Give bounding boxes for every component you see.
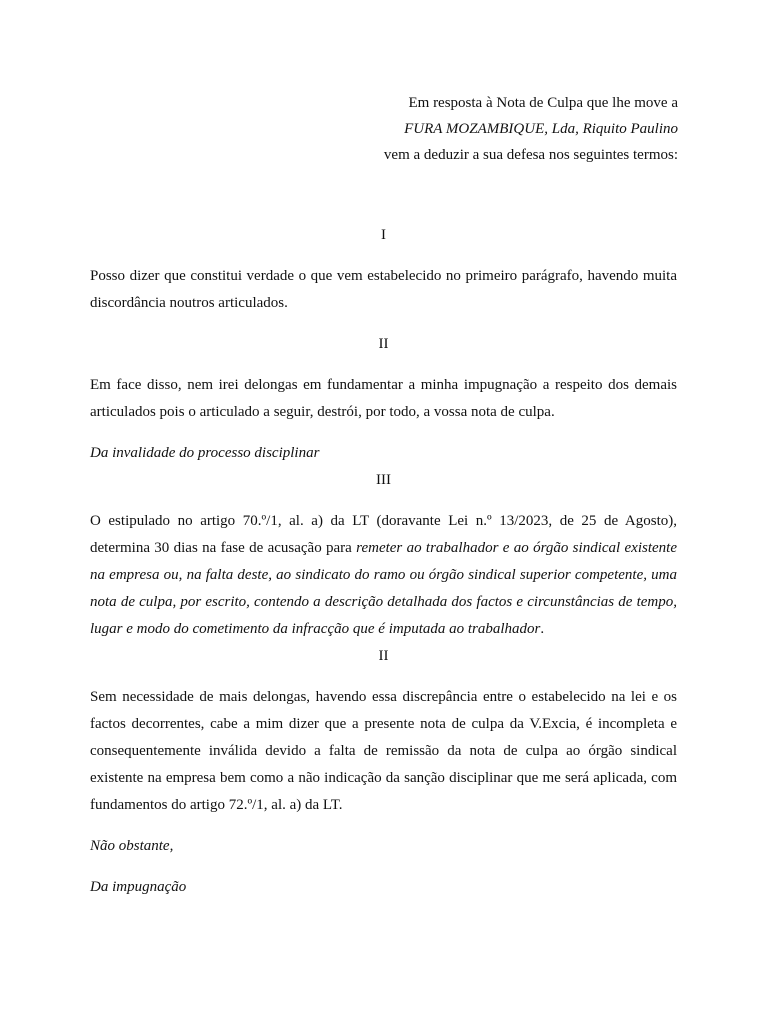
header-line-1: Em resposta à Nota de Culpa que lhe move a: [408, 95, 678, 111]
section-number-1: I: [381, 227, 386, 243]
header-party-name: FURA MOZAMBIQUE, Lda, Riquito Paulino: [404, 121, 678, 137]
section-3-paragraph: [90, 508, 677, 643]
document-body: [90, 222, 677, 901]
section-3-quote: remeter ao trabalhador e ao órgão sindical existente na empresa ou, na falta deste, ao sindicato do ramo ou órgão sindical superior competente, uma nota de culpa, por escrito, contendo a descrição detalhada dos factos e circunstâncias de tempo, lugar e modo do cometimento da infracção que é imputada ao trabalhador: [90, 540, 677, 637]
section-2-paragraph: Em face disso, nem irei delongas em fundamentar a minha impugnação a respeito dos demais articulados pois o articulado a seguir, destrói, por todo, a vossa nota de culpa.: [90, 377, 677, 420]
heading-invalidity: Da invalidade do processo disciplinar: [90, 445, 320, 461]
heading-impugnacao: Da impugnação: [90, 879, 187, 895]
section-number-4: II: [378, 648, 389, 664]
section-1-paragraph: Posso dizer que constitui verdade o que vem estabelecido no primeiro parágrafo, havendo muita discordância noutros articulados.: [90, 268, 677, 311]
section-3-text-c: .: [540, 621, 545, 637]
section-number-2: II: [378, 336, 389, 352]
section-4-paragraph: Sem necessidade de mais delongas, havendo essa discrepância entre o estabelecido na lei e os factos decorrentes, cabe a mim dizer que a presente nota de culpa da V.Excia, é incompleta e consequentemente inválida devido a falta de remissão da nota de culpa ao órgão sindical existente na empresa bem como a não indicação da sanção disciplinar que me será aplicada, com fundamentos do artigo 72.º/1, al. a) da LT.: [90, 689, 677, 813]
document-header: [384, 90, 678, 168]
nao-obstante-text: Não obstante,: [90, 838, 174, 854]
section-number-3: III: [376, 472, 391, 488]
section-3-text-a: O estipulado no artigo 70.º/1, al. a) da LT (doravante Lei n.º 13/2023, de 25 de Agosto), determina 30 dias na fase de acusação para: [90, 513, 677, 556]
header-line-3: vem a deduzir a sua defesa nos seguintes termos:: [383, 147, 678, 163]
